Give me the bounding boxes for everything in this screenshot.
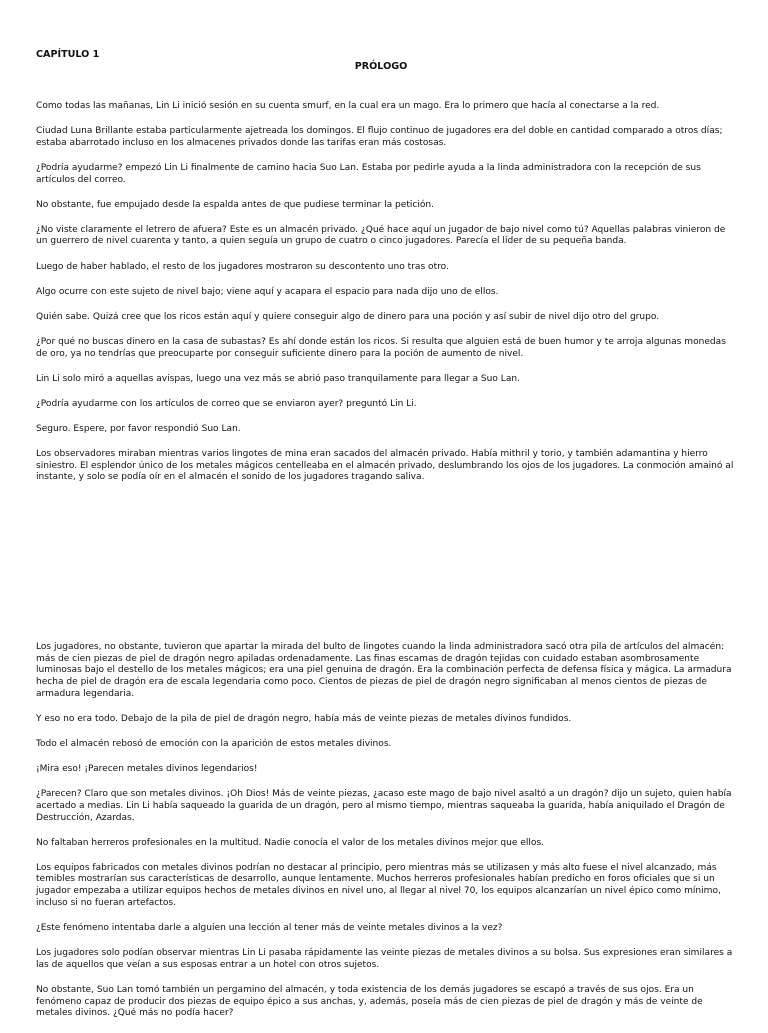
- paragraph: Los observadores miraban mientras varios lingotes de mina eran sacados del almacén privado. Había mithril y torio, y también adamantina y hierro siniestro. El esplendor único de los metales mágicos centelleaba en el almacén privado, deslumbrando los ojos de los jugadores. La conmoción amainó al instante, y solo se podía oír en el almacén el sonido de los jugadores tragando saliva.: [36, 448, 734, 483]
- paragraph: Algo ocurre con este sujeto de nivel bajo; viene aquí y acapara el espacio para nada dijo uno de ellos.: [36, 286, 499, 297]
- paragraph: No obstante, fue empujado desde la espalda antes de que pudiese terminar la petición.: [36, 199, 435, 210]
- paragraph: ¿Este fenómeno intentaba darle a alguien una lección al tener más de veinte metales divinos a la vez?: [36, 922, 503, 933]
- paragraph: ¿Podría ayudarme? empezó Lin Li finalmente de camino hacia Suo Lan. Estaba por pedirle ayuda a la linda administradora con la recepción de sus artículos del correo.: [36, 162, 701, 185]
- paragraph: Los equipos fabricados con metales divinos podrían no destacar al principio, pero mientras más se utilizasen y más alto fuese el nivel alcanzado, más temibles mostrarían sus características de desarrollo, aunque lentamente. Muchos herreros profesionales habían predicho en foros oficiales que si un jugador empezaba a utilizar equipos hechos de metales divinos en nivel uno, al llegar al nivel 70, los equipos alcanzarían un nivel épico como mínimo, incluso si no fueran artefactos.: [36, 862, 721, 908]
- paragraph: ¿Podría ayudarme con los artículos de correo que se enviaron ayer? preguntó Lin Li.: [36, 398, 417, 409]
- paragraph: No faltaban herreros profesionales en la multitud. Nadie conocía el valor de los metales divinos mejor que ellos.: [36, 837, 545, 848]
- paragraph: Ciudad Luna Brillante estaba particularmente ajetreada los domingos. El flujo continuo de jugadores era del doble en cantidad comparado a otros días; estaba abarrotado incluso en los almacenes privados donde las tarifas eran más costosas.: [36, 126, 723, 148]
- paragraph: ¿Por qué no buscas dinero en la casa de subastas? Es ahí donde están los ricos. Si resulta que alguien está de buen humor y te arroja algunas monedas de oro, ya no tendrías que preocuparte por conseguir suficiente dinero para la poción de aumento de nivel.: [36, 336, 726, 359]
- paragraph: Los jugadores solo podían observar mientras Lin Li pasaba rápidamente las veinte piezas de metales divinos a su bolsa. Sus expresiones eran similares a las de aquellos que veían a sus esposas entrar a un hotel con otros sujetos.: [36, 948, 733, 970]
- page-title: PRÓLOGO: [354, 61, 408, 72]
- chapter-heading: CAPÍTULO 1: [36, 49, 100, 60]
- paragraph: Los jugadores, no obstante, tuvieron que apartar la mirada del bulto de lingotes cuando la linda administradora sacó otra pila de artículos del almacén: más de cien piezas de piel de dragón negro apiladas ordenadamente. Las finas escamas de dragón tejidas con cuidado estaban asombrosamente luminosas bajo el destello de los metales mágicos; era una piel genuina de dragón. Era la combinación perfecta de defensa física y mágica. La armadura hecha de piel de dragón era de escala legendaria como poco. Cientos de piezas de piel de dragón negro significaban al menos cientos de piezas de armadura legendaria.: [36, 642, 732, 699]
- paragraph: No obstante, Suo Lan tomó también un pergamino del almacén, y toda existencia de los demás jugadores se escapó a través de sus ojos. Era un fenómeno capaz de producir dos piezas de equipo épico a sus anchas, y, además, poseía más de cien piezas de piel de dragón y más de veinte de metales divinos. ¿Qué más no podía hacer?: [36, 984, 703, 1019]
- paragraph: ¿Parecen? Claro que son metales divinos. ¡Oh Dios! Más de veinte piezas, ¿acaso este mago de bajo nivel asaltó a un dragón? dijo un sujeto, quien había acertado a medias. Lin Li había saqueado la guarida de un dragón, pero al mismo tiempo, mientras saqueaba la guarida, había aniquilado el Dragón de Destrucción, Azardas.: [36, 789, 732, 823]
- text-block-upper: [36, 101, 736, 497]
- paragraph: Seguro. Espere, por favor respondió Suo Lan.: [36, 423, 241, 434]
- paragraph: Todo el almacén rebosó de emoción con la aparición de estos metales divinos.: [36, 739, 392, 749]
- paragraph: Y eso no era todo. Debajo de la pila de piel de dragón negro, había más de veinte piezas de metales divinos fundidos.: [36, 713, 572, 724]
- text-block-lower: [36, 642, 736, 1033]
- paragraph: Luego de haber hablado, el resto de los jugadores mostraron su descontento uno tras otro.: [36, 261, 449, 272]
- paragraph: Como todas las mañanas, Lin Li inició sesión en su cuenta smurf, en la cual era un mago. Era lo primero que hacía al conectarse a la red.: [36, 101, 660, 111]
- paragraph: ¿No viste claramente el letrero de afuera? Este es un almacén privado. ¿Qué hace aquí un jugador de bajo nivel como tú? Aquellas palabras vinieron de un guerrero de nivel cuarenta y tanto, a quien seguía un grupo de cuatro o cinco jugadores. Parecía el líder de su pequeña banda.: [36, 224, 726, 247]
- paragraph: Lin Li solo miró a aquellas avispas, luego una vez más se abrió paso tranquilamente para llegar a Suo Lan.: [36, 373, 520, 384]
- paragraph: ¡Mira eso! ¡Parecen metales divinos legendarios!: [36, 764, 258, 775]
- paragraph: Quién sabe. Quizá cree que los ricos están aquí y quiere conseguir algo de dinero para una poción y así subir de nivel dijo otro del grupo.: [36, 311, 660, 322]
